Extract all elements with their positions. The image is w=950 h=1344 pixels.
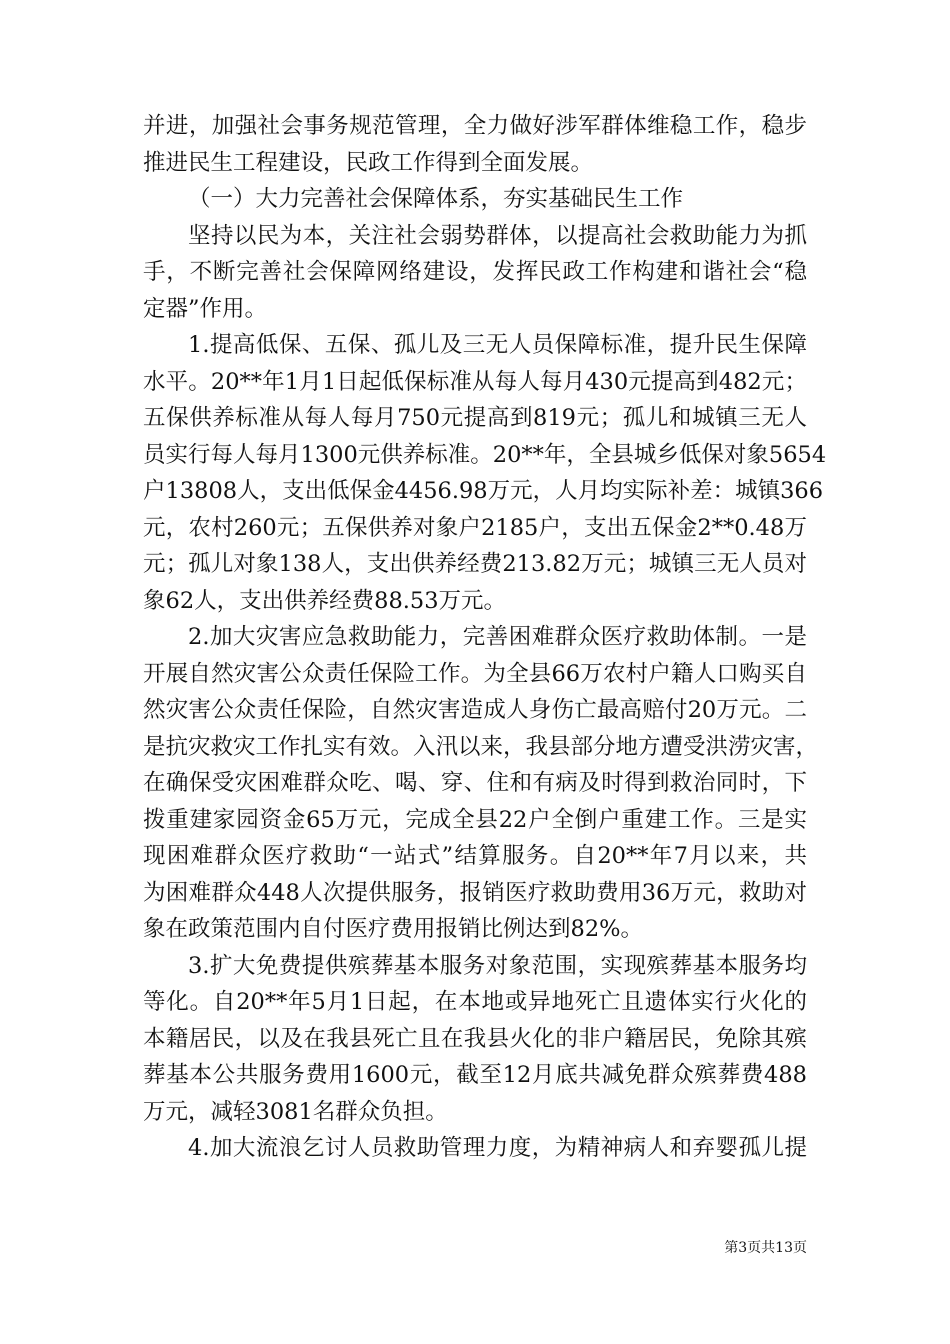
text-line: 定器”作用。: [143, 295, 268, 322]
text-line: 户13808人，支出低保金4456.98万元，人月均实际补差：城镇366: [143, 478, 824, 504]
text-line: 象在政策范围内自付医疗费用报销比例达到82%。: [143, 916, 644, 942]
text-line: 象62人，支出供养经费88.53万元。: [143, 587, 507, 614]
text-line: 葬基本公共服务费用1600元，截至12月底共减免群众殡葬费488: [143, 1062, 807, 1088]
text-line: 五保供养标准从每人每月750元提高到819元；孤儿和城镇三无人: [143, 405, 807, 431]
text-line: 推进民生工程建设，民政工作得到全面发展。: [143, 149, 594, 176]
text-line: 为困难群众448人次提供服务，报销医疗救助费用36万元，救助对: [143, 879, 807, 906]
text-line: 水平。20**年1月1日起低保标准从每人每月430元提高到482元；: [143, 368, 807, 395]
text-line: 3.扩大免费提供殡葬基本服务对象范围，实现殡葬基本服务均: [188, 952, 807, 979]
text-line: 然灾害公众责任保险，自然灾害造成人身伤亡最高赔付20万元。二: [143, 697, 807, 723]
document-body: [143, 108, 827, 1167]
text-line: 2.加大灾害应急救助能力，完善困难群众医疗救助体制。一是: [188, 624, 807, 650]
text-line: 1.提高低保、五保、孤儿及三无人员保障标准，提升民生保障: [188, 332, 807, 358]
text-line: 坚持以民为本，关注社会弱势群体，以提高社会救助能力为抓: [188, 222, 807, 249]
section-heading: （一）大力完善社会保障体系，夯实基础民生工作: [188, 186, 684, 212]
text-line: 手，不断完善社会保障网络建设，发挥民政工作构建和谐社会“稳: [143, 259, 807, 285]
text-line: 现困难群众医疗救助“一站式”结算服务。自20**年7月以来，共: [143, 843, 807, 869]
text-line: 是抗灾救灾工作扎实有效。入汛以来，我县部分地方遭受洪涝灾害，: [143, 733, 819, 760]
text-line: 元，农村260元；五保供养对象户2185户，支出五保金2**0.48万: [143, 514, 807, 541]
text-line: 4.加大流浪乞讨人员救助管理力度，为精神病人和弃婴孤儿提: [188, 1135, 807, 1161]
text-line: 万元，减轻3081名群众负担。: [143, 1098, 448, 1125]
text-line: 在确保受灾困难群众吃、喝、穿、住和有病及时得到救治同时，下: [143, 770, 807, 796]
text-line: 本籍居民，以及在我县死亡且在我县火化的非户籍居民，免除其殡: [143, 1025, 807, 1052]
text-line: 拨重建家园资金65万元，完成全县22户全倒户重建工作。三是实: [143, 806, 807, 833]
text-line: 元；孤儿对象138人，支出供养经费213.82万元；城镇三无人员对: [143, 551, 807, 577]
text-line: 并进，加强社会事务规范管理，全力做好涉军群体维稳工作，稳步: [143, 113, 807, 139]
text-line: 等化。自20**年5月1日起，在本地或异地死亡且遗体实行火化的: [143, 989, 807, 1015]
text-line: 开展自然灾害公众责任保险工作。为全县66万农村户籍人口购买自: [143, 660, 807, 687]
text-line: 员实行每人每月1300元供养标准。20**年，全县城乡低保对象5654: [143, 441, 827, 468]
page-number-footer: 第3页共13页: [724, 1240, 807, 1256]
